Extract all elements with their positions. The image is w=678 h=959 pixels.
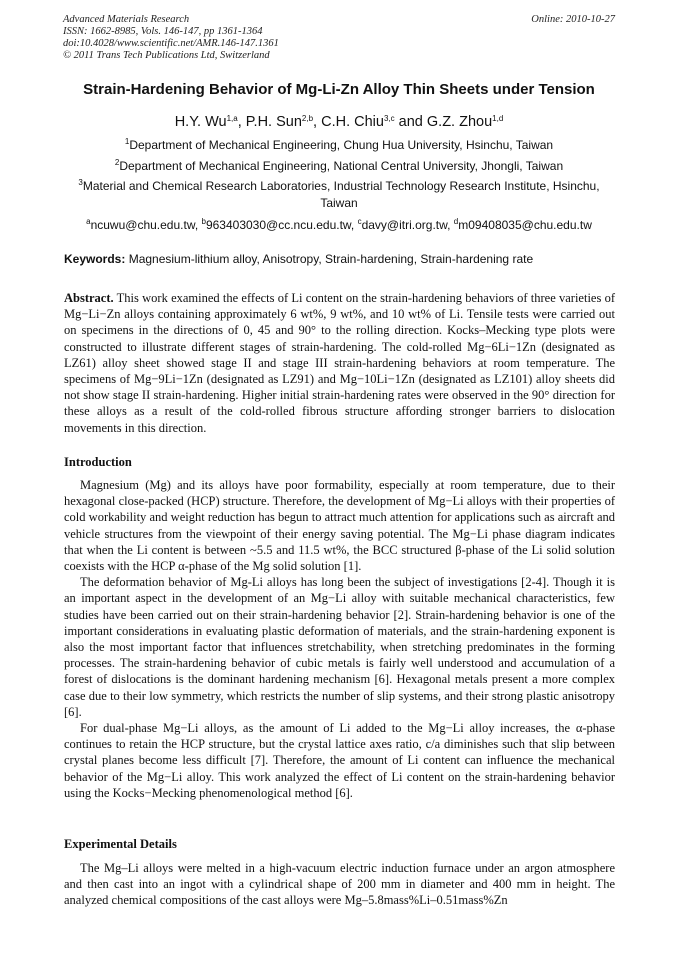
keywords-label: Keywords: xyxy=(64,252,126,266)
introduction-body xyxy=(64,477,615,801)
email-link[interactable]: ncuwu@chu.edu.tw, xyxy=(90,218,202,232)
keywords-text: Magnesium-lithium alloy, Anisotropy, Strain-hardening, Strain-hardening rate xyxy=(125,252,534,266)
section-heading-experimental: Experimental Details xyxy=(64,837,177,851)
paragraph: The deformation behavior of Mg-Li alloys has long been the subject of investigations [2-4]. Though it is an important aspect in the development of an Mg−Li alloy with suitable mechanical characteristics, few studies have been carried out on their strain-hardening behavior [2]. Strain-hardening behavior is one of the important considerations in evaluating plastic deformation of materials, and the strain-hardening exponent is also the most important factor that influences stretchability, when stretching predominates in the forming processes. The strain-hardening behavior of cubic metals is fairly well understood and accumulation of a forest of dislocations is the dominant hardening mechanism [6]. Hexagonal metals present a more complex case due to their low symmetry, which restricts the number of slip systems, and their strong plastic anisotropy [6]. xyxy=(64,575,615,719)
author: H.Y. Wu$^{1,a}$, xyxy=(174,114,246,130)
doi-line: doi:10.4028/www.scientific.net/AMR.146-147.1361 xyxy=(63,38,279,49)
online-date: Online: 2010-10-27 xyxy=(531,14,615,25)
journal-header xyxy=(63,14,615,62)
paragraph: Magnesium (Mg) and its alloys have poor formability, especially at room temperature, due to their hexagonal close-packed (HCP) structure. Therefore, the development of Mg−Li alloys with their properties of cold workability and weight reduction has begun to attract much attention for applications such as aircraft and vehicle structures from the viewpoint of their energy saving potential. The Mg−Li phase diagram indicates that when the Li content is between ~5.5 and 11.5 wt%, the BCC structured β-phase of the Li solid solution coexists with the HCP α-phase of the Mg solid solution [1]. xyxy=(64,478,615,574)
abstract xyxy=(64,290,615,436)
section-heading-introduction: Introduction xyxy=(64,455,132,469)
author: G.Z. Zhou$^{1,d}$ xyxy=(426,114,504,130)
experimental-body xyxy=(64,860,615,909)
paragraph: For dual-phase Mg−Li alloys, as the amount of Li added to the Mg−Li alloy increases, the α-phase continues to retain the HCP structure, but the crystal lattice axes ratio, c/a diminishes such that slip between crystal planes become less difficult [7]. Therefore, the amount of Li content can influence the mechanical behavior of the Mg−Li alloy. This work analyzed the effect of Li content on the strain-hardening behavior using the Kocks−Mecking phenomenological method [6]. xyxy=(64,721,615,800)
email-link[interactable]: davy@itri.org.tw, xyxy=(361,218,454,232)
affiliation: $^1$Department of Mechanical Engineering, Chung Hua University, Hsinchu, Taiwan xyxy=(124,137,554,152)
author: C.H. Chiu$^{3,c}$ and xyxy=(321,114,427,130)
abstract-label: Abstract. xyxy=(64,291,114,305)
affiliation: $^3$Material and Chemical Research Laboratories, Industrial Technology Research Institute, Hsinchu, Taiwan xyxy=(78,178,600,210)
author-emails: $^a$ncuwu@chu.edu.tw, $^b$963403030@cc.ncu.edu.tw, $^c$davy@itri.org.tw, $^d$m09408035@chu.edu.tw xyxy=(86,217,592,232)
abstract-text: This work examined the effects of Li content on the strain-hardening behaviors of three varieties of Mg−Li−Zn alloys containing approximately 6 wt%, 9 wt%, and 10 wt% of Li. Tensile tests were carried out on specimens in the directions of 0, 45 and 90° to the rolling direction. Kocks–Mecking type plots were constructed to illustrate different stages of strain-hardening. The cold-rolled Mg−6Li−1Zn (designated as LZ61) alloy sheet showed stage II and stage III strain-hardening behaviors at room temperature. The specimens of Mg−9Li−1Zn (designated as LZ91) and Mg−10Li−1Zn (designated as LZ101) alloy sheets did not show stage II strain-hardening. Higher initial strain-hardening rates were observed in the 90° direction for these alloys as a result of the cold-rolled fibrous structure affording stronger barriers to dislocation movements in this direction. xyxy=(64,291,615,435)
author: P.H. Sun$^{2,b}$, xyxy=(245,114,322,130)
copyright-line: © 2011 Trans Tech Publications Ltd, Switzerland xyxy=(63,50,270,61)
paper-title: Strain-Hardening Behavior of Mg-Li-Zn Alloy Thin Sheets under Tension xyxy=(83,81,595,98)
affiliations xyxy=(62,137,616,238)
journal-name: Advanced Materials Research xyxy=(63,14,190,25)
issn-line: ISSN: 1662-8985, Vols. 146-147, pp 1361-1364 xyxy=(63,26,263,37)
keywords xyxy=(64,251,616,267)
email-link[interactable]: m09408035@chu.edu.tw xyxy=(458,218,592,232)
paragraph: The Mg–Li alloys were melted in a high-vacuum electric induction furnace under an argon atmosphere and then cast into an ingot with a cylindrical shape of 200 mm in diameter and 400 mm in height. The analyzed chemical compositions of the cast alloys were Mg–5.8mass%Li–0.51mass%Zn xyxy=(64,861,615,908)
affiliation: $^2$Department of Mechanical Engineering, National Central University, Jhongli, Taiwan xyxy=(114,157,564,173)
author-list xyxy=(40,113,638,131)
email-link[interactable]: 963403030@cc.ncu.edu.tw, xyxy=(205,218,358,232)
